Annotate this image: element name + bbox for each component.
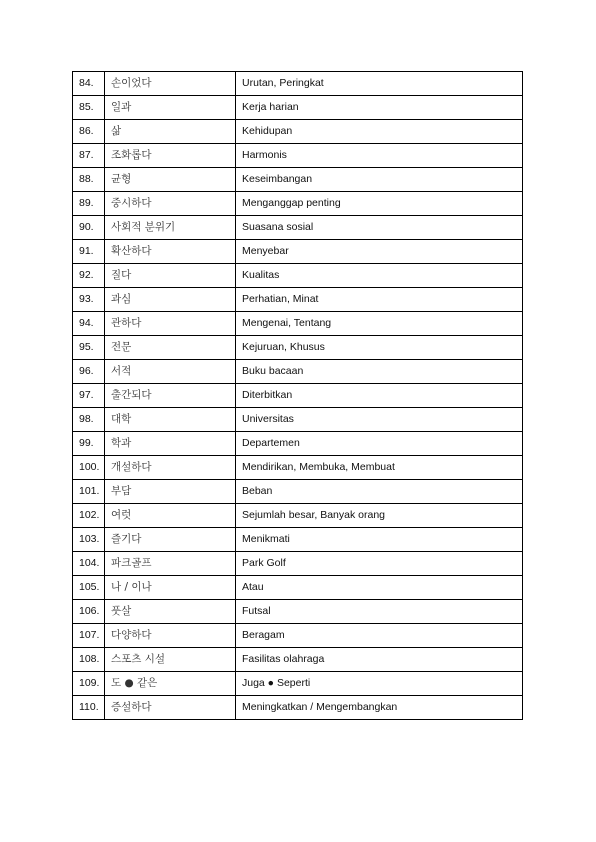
row-number: 104. [73,552,105,576]
row-number: 101. [73,480,105,504]
indonesian-meaning: Kejuruan, Khusus [236,336,523,360]
row-number: 90. [73,216,105,240]
row-number: 100. [73,456,105,480]
row-number: 91. [73,240,105,264]
indonesian-meaning: Menyebar [236,240,523,264]
row-number: 105. [73,576,105,600]
table-row [73,624,523,648]
korean-word: 조화롭다 [105,144,236,168]
indonesian-meaning: Menikmati [236,528,523,552]
korean-word: 다양하다 [105,624,236,648]
korean-word: 개설하다 [105,456,236,480]
korean-word: 확산하다 [105,240,236,264]
row-number: 106. [73,600,105,624]
table-row [73,264,523,288]
row-number: 95. [73,336,105,360]
korean-word: 도 ● 같은 [105,672,236,696]
vocabulary-table-body [73,72,523,720]
table-row [73,552,523,576]
row-number: 109. [73,672,105,696]
row-number: 110. [73,696,105,720]
korean-word: 파크골프 [105,552,236,576]
row-number: 88. [73,168,105,192]
row-number: 108. [73,648,105,672]
table-row [73,672,523,696]
korean-word: 균형 [105,168,236,192]
table-row [73,696,523,720]
korean-word: 증설하다 [105,696,236,720]
row-number: 99. [73,432,105,456]
indonesian-meaning: Park Golf [236,552,523,576]
row-number: 93. [73,288,105,312]
table-row [73,96,523,120]
table-row [73,288,523,312]
table-row [73,408,523,432]
korean-word: 여럿 [105,504,236,528]
indonesian-meaning: Mendirikan, Membuka, Membuat [236,456,523,480]
row-number: 84. [73,72,105,96]
korean-word: 서적 [105,360,236,384]
indonesian-meaning: Departemen [236,432,523,456]
table-row [73,72,523,96]
korean-word: 관하다 [105,312,236,336]
row-number: 97. [73,384,105,408]
table-row [73,144,523,168]
table-row [73,480,523,504]
korean-word: 부담 [105,480,236,504]
korean-word: 스포츠 시설 [105,648,236,672]
indonesian-meaning: Futsal [236,600,523,624]
indonesian-meaning: Juga ● Seperti [236,672,523,696]
row-number: 94. [73,312,105,336]
row-number: 85. [73,96,105,120]
row-number: 87. [73,144,105,168]
indonesian-meaning: Beragam [236,624,523,648]
table-row [73,600,523,624]
indonesian-meaning: Kerja harian [236,96,523,120]
table-row [73,336,523,360]
indonesian-meaning: Buku bacaan [236,360,523,384]
indonesian-meaning: Urutan, Peringkat [236,72,523,96]
indonesian-meaning: Beban [236,480,523,504]
korean-word: 손이었다 [105,72,236,96]
indonesian-meaning: Atau [236,576,523,600]
korean-word: 전문 [105,336,236,360]
table-row [73,432,523,456]
korean-word: 출간되다 [105,384,236,408]
table-row [73,360,523,384]
table-row [73,576,523,600]
indonesian-meaning: Suasana sosial [236,216,523,240]
indonesian-meaning: Kualitas [236,264,523,288]
table-row [73,648,523,672]
indonesian-meaning: Fasilitas olahraga [236,648,523,672]
korean-word: 대학 [105,408,236,432]
indonesian-meaning: Universitas [236,408,523,432]
korean-word: 나 / 이나 [105,576,236,600]
indonesian-meaning: Kehidupan [236,120,523,144]
vocabulary-table [72,71,523,720]
korean-word: 풋살 [105,600,236,624]
indonesian-meaning: Meningkatkan / Mengembangkan [236,696,523,720]
table-row [73,216,523,240]
row-number: 89. [73,192,105,216]
row-number: 107. [73,624,105,648]
indonesian-meaning: Sejumlah besar, Banyak orang [236,504,523,528]
indonesian-meaning: Keseimbangan [236,168,523,192]
korean-word: 질다 [105,264,236,288]
row-number: 96. [73,360,105,384]
korean-word: 학과 [105,432,236,456]
row-number: 92. [73,264,105,288]
table-row [73,192,523,216]
indonesian-meaning: Menganggap penting [236,192,523,216]
indonesian-meaning: Diterbitkan [236,384,523,408]
table-row [73,456,523,480]
korean-word: 즐기다 [105,528,236,552]
korean-word: 중시하다 [105,192,236,216]
indonesian-meaning: Perhatian, Minat [236,288,523,312]
row-number: 103. [73,528,105,552]
korean-word: 일과 [105,96,236,120]
korean-word: 사회적 분위기 [105,216,236,240]
table-row [73,120,523,144]
table-row [73,528,523,552]
row-number: 102. [73,504,105,528]
table-row [73,504,523,528]
korean-word: 삶 [105,120,236,144]
table-row [73,384,523,408]
table-row [73,312,523,336]
korean-word: 과심 [105,288,236,312]
table-row [73,168,523,192]
row-number: 98. [73,408,105,432]
row-number: 86. [73,120,105,144]
indonesian-meaning: Mengenai, Tentang [236,312,523,336]
table-row [73,240,523,264]
indonesian-meaning: Harmonis [236,144,523,168]
